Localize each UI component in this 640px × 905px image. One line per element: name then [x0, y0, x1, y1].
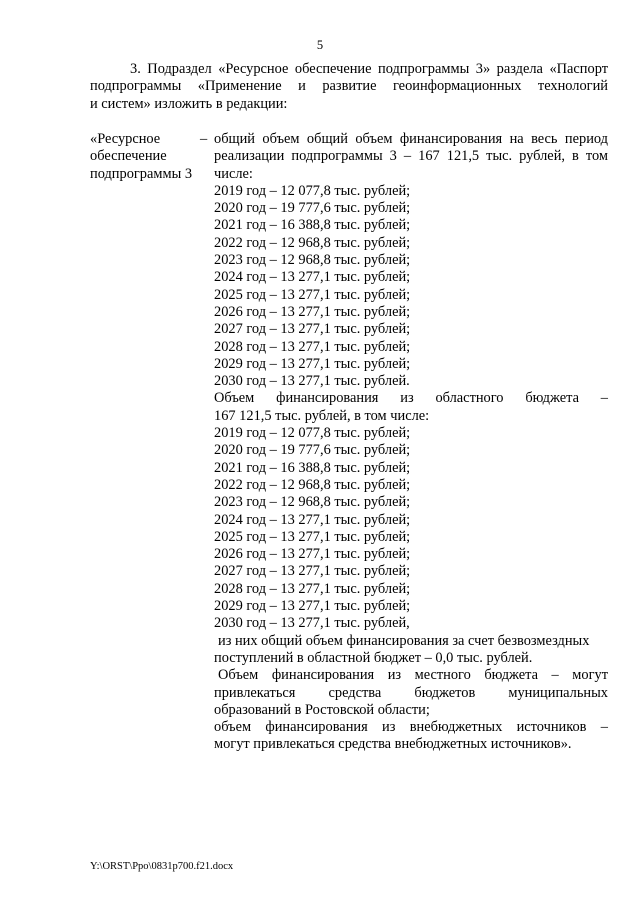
- intro-line: 3. Подраздел «Ресурсное обеспечение подпрограммы 3» раздела «Паспорт: [130, 61, 608, 77]
- extra-line: могут привлекаться средства внебюджетных источников».: [214, 736, 572, 753]
- gratuitous-line: из них общий объем финансирования за счет безвозмездных: [218, 632, 590, 649]
- total-years-list: [214, 183, 608, 391]
- year-line: 2030 год – 13 277,1 тыс. рублей.: [214, 373, 410, 390]
- year-line: 2026 год – 13 277,1 тыс. рублей;: [214, 546, 411, 563]
- label-line: подпрограммы 3: [90, 165, 193, 182]
- regional-line: 167 121,5 тыс. рублей, в том числе:: [214, 407, 430, 424]
- intro-line: и систем» изложить в редакции:: [90, 95, 288, 112]
- regional-years-list: [214, 425, 608, 633]
- intro-paragraph: [90, 61, 608, 113]
- year-line: 2021 год – 16 388,8 тыс. рублей;: [214, 217, 411, 234]
- total-line: реализации подпрограммы 3 – 167 121,5 тыс. рублей, в том: [214, 148, 608, 165]
- section-label: [90, 131, 200, 183]
- year-line: 2020 год – 19 777,6 тыс. рублей;: [214, 442, 411, 459]
- label-line: «Ресурсное: [90, 131, 161, 147]
- label-line: обеспечение: [90, 148, 167, 165]
- year-line: 2019 год – 12 077,8 тыс. рублей;: [214, 425, 411, 442]
- regional-line: Объем финансирования из областного бюджета –: [214, 390, 608, 407]
- file-path-footer: Y:\ORST\Ppo\0831p700.f21.docx: [90, 861, 234, 872]
- year-line: 2027 год – 13 277,1 тыс. рублей;: [214, 563, 411, 580]
- year-line: 2019 год – 12 077,8 тыс. рублей;: [214, 182, 411, 199]
- year-line: 2021 год – 16 388,8 тыс. рублей;: [214, 459, 411, 476]
- page-number: 5: [316, 38, 324, 52]
- year-line: 2024 год – 13 277,1 тыс. рублей;: [214, 269, 411, 286]
- year-line: 2029 год – 13 277,1 тыс. рублей;: [214, 355, 411, 372]
- funding-body: [214, 131, 608, 754]
- year-line: 2025 год – 13 277,1 тыс. рублей;: [214, 286, 411, 303]
- extra-line: объем финансирования из внебюджетных источников –: [214, 719, 608, 736]
- year-line: 2025 год – 13 277,1 тыс. рублей;: [214, 528, 411, 545]
- year-line: 2023 год – 12 968,8 тыс. рублей;: [214, 494, 411, 511]
- year-line: 2022 год – 12 968,8 тыс. рублей;: [214, 234, 411, 251]
- total-line: общий объем общий объем финансирования на весь период: [214, 131, 608, 147]
- total-line: числе:: [214, 165, 253, 182]
- year-line: 2028 год – 13 277,1 тыс. рублей;: [214, 580, 411, 597]
- label-dash: –: [200, 131, 208, 147]
- year-line: 2022 год – 12 968,8 тыс. рублей;: [214, 476, 411, 493]
- year-line: 2027 год – 13 277,1 тыс. рублей;: [214, 321, 411, 338]
- year-line: 2026 год – 13 277,1 тыс. рублей;: [214, 303, 411, 320]
- year-line: 2020 год – 19 777,6 тыс. рублей;: [214, 200, 411, 217]
- gratuitous-line: поступлений в областной бюджет – 0,0 тыс. рублей.: [214, 649, 533, 666]
- year-line: 2024 год – 13 277,1 тыс. рублей;: [214, 511, 411, 528]
- intro-line: подпрограммы «Применение и развитие геоинформационных технологий: [90, 78, 608, 95]
- year-line: 2029 год – 13 277,1 тыс. рублей;: [214, 598, 411, 615]
- local-line: Объем финансирования из местного бюджета – могут: [218, 667, 608, 684]
- local-line: образований в Ростовской области;: [214, 701, 430, 718]
- year-line: 2023 год – 12 968,8 тыс. рублей;: [214, 252, 411, 269]
- local-line: привлекаться средства бюджетов муниципальных: [214, 684, 608, 701]
- year-line: 2028 год – 13 277,1 тыс. рублей;: [214, 338, 411, 355]
- year-line: 2030 год – 13 277,1 тыс. рублей,: [214, 615, 410, 632]
